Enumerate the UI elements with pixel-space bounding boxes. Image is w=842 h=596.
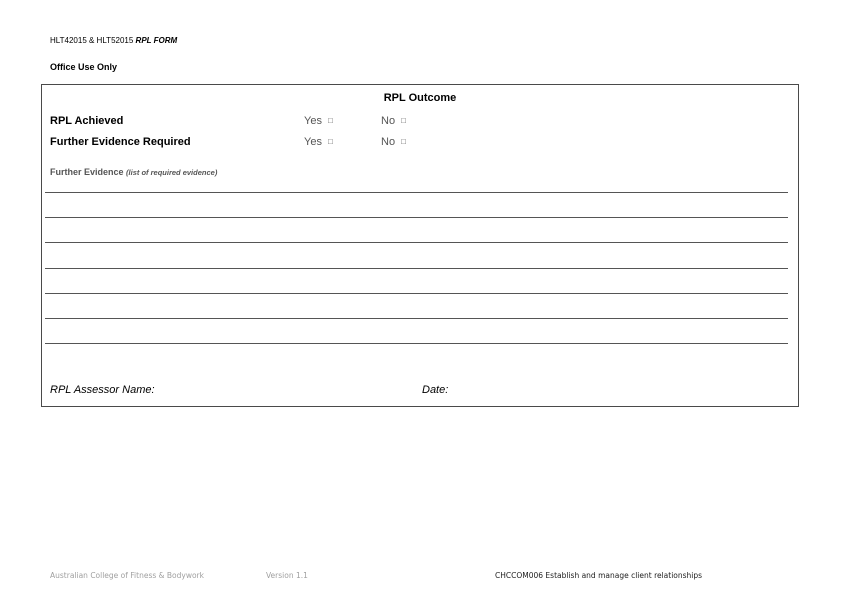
no-label: No (381, 115, 396, 127)
footer-organisation: Australian College of Fitness & Bodywork (50, 571, 204, 580)
assessor-name-label: RPL Assessor Name: (50, 384, 155, 396)
document-header (50, 36, 177, 45)
further-evidence-required-label: Further Evidence Required (50, 136, 191, 148)
further-evidence-title: Further Evidence (50, 167, 124, 177)
date-label: Date: (422, 384, 449, 396)
further-evidence-required-row (50, 136, 790, 150)
checkbox-icon[interactable]: □ (327, 137, 333, 146)
no-label: No (381, 136, 396, 148)
office-use-label: Office Use Only (50, 62, 118, 72)
checkbox-icon[interactable]: □ (401, 116, 406, 125)
evidence-line[interactable] (45, 293, 788, 294)
evidence-line[interactable] (45, 242, 788, 243)
checkbox-icon[interactable]: □ (401, 137, 406, 146)
yes-label: Yes (304, 115, 322, 127)
further-evidence-yes-option[interactable] (304, 136, 333, 148)
further-evidence-hint: (list of required evidence) (126, 168, 218, 177)
footer-unit: CHCCOM006 Establish and manage client relationships (495, 571, 703, 580)
outcome-title: RPL Outcome (383, 92, 457, 104)
evidence-line[interactable] (45, 318, 788, 319)
yes-label: Yes (304, 136, 322, 148)
rpl-achieved-yes-option[interactable] (304, 115, 333, 127)
footer-version: Version 1.1 (266, 571, 308, 580)
course-codes: HLT42015 & HLT52015 (50, 36, 134, 45)
form-name: RPL FORM (135, 36, 178, 45)
evidence-line[interactable] (45, 343, 788, 344)
rpl-achieved-no-option[interactable] (381, 115, 406, 127)
further-evidence-heading (50, 167, 217, 177)
rpl-achieved-label: RPL Achieved (50, 115, 124, 127)
rpl-outcome-box (41, 84, 799, 407)
checkbox-icon[interactable]: □ (327, 116, 333, 125)
evidence-line[interactable] (45, 268, 788, 269)
rpl-achieved-row (50, 115, 790, 129)
evidence-line[interactable] (45, 217, 788, 218)
evidence-line[interactable] (45, 192, 788, 193)
further-evidence-no-option[interactable] (381, 136, 406, 148)
